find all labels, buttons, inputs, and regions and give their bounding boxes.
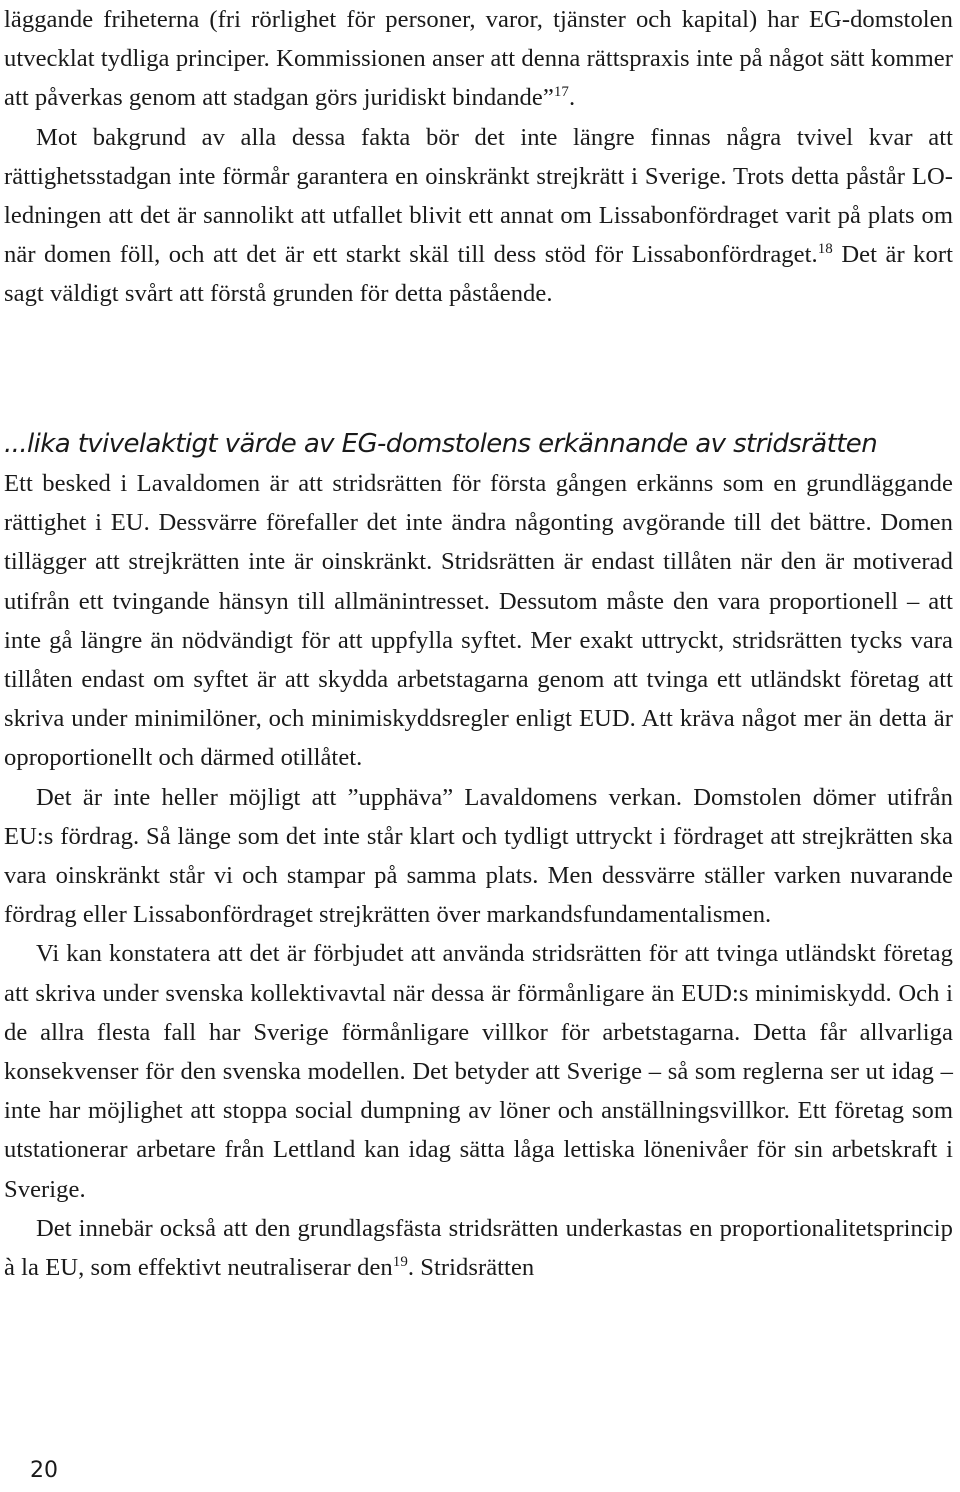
paragraph: Det är inte heller möjligt att ”upphäva” Lavaldomens verkan. Domstolen dömer utifrån EU:s fördrag. Så länge som det inte står klart och tydligt uttryckt i fördraget att strejkrätten ska vara oinskränkt står vi och stampar på samma plats. Men dessvärre ställer varken nuvarande fördrag eller Lissabonfördraget strejkrätten över markandsfundamentalismen. <box>4 783 953 929</box>
page-number: 20 <box>30 1458 58 1483</box>
footnote-ref: 18 <box>817 241 833 258</box>
footnote-ref: 19 <box>392 1254 408 1271</box>
body-text-bottom <box>4 464 953 1287</box>
footnote-ref: 17 <box>553 84 569 101</box>
paragraph: Mot bakgrund av alla dessa fakta bör det inte längre finnas några tvivel kvar att rättighetsstadgan inte förmår garantera en oinskränkt strejkrätt i Sverige. Trots detta påstår LO-ledningen att det är sannolikt att utfallet blivit ett annat om Lissabonfördraget varit på plats om när domen föll, och att det är ett starkt skäl till dess stöd för Lissabonfördraget.$^{18}$ Det är kort sagt väldigt svårt att förstå grunden för detta påstående. <box>4 123 954 308</box>
paragraph: Vi kan konstatera att det är förbjudet att använda stridsrätten för att tvinga utländskt företag att skriva under svenska kollektivavtal när dessa är förmånligare än EUD:s minimiskydd. Och i de allra flesta fall har Sverige förmånligare villkor för arbetstagarna. Detta får allvarliga konsekvenser för den svenska modellen. Det betyder att Sverige – så som reglerna ser ut idag – inte har möjlighet att stoppa social dumpning av löner och anställningsvillkor. Ett företag som utstationerar arbetare från Lettland kan idag sätta låga lettiska lönenivåer för sin arbetskraft i Sverige. <box>4 940 953 1203</box>
section-heading: ...lika tvivelaktigt värde av EG-domstolens erkännande av stridsrätten <box>4 429 878 459</box>
paragraph: Det innebär också att den grundlagsfästa stridsrätten underkastas en proportionalitetsprincip à la EU, som effektivt neutraliserar den$^{19}$. Stridsrätten <box>4 1214 953 1282</box>
paragraph: läggande friheterna (fri rörlighet för personer, varor, tjänster och kapital) har EG-domstolen utvecklat tydliga principer. Kommissionen anser att denna rättspraxis inte på något sätt kommer att påverkas genom att stadgan görs juridiskt bindande”$^{17}$. <box>4 6 953 112</box>
body-text-top <box>4 0 953 314</box>
paragraph: Ett besked i Lavaldomen är att stridsrätten för första gången erkänns som en grundläggande rättighet i EU. Dessvärre förefaller det inte ändra någonting avgörande till det bättre. Domen tillägger att strejkrätten inte är oinskränkt. Stridsrätten är endast tillåten när den är motiverad utifrån ett tvingande hänsyn till allmänintresset. Dessutom måste den vara proportionell – att inte gå längre än nödvändigt för att uppfylla syftet. Mer exakt uttryckt, stridsrätten tycks vara tillåten endast om syftet är att skydda arbetstagarna genom att tvinga ett utländskt företag att skriva under minimilöner, och minimiskyddsregler enligt EUD. Att kräva något mer än detta är oproportionellt och därmed otillåtet. <box>4 470 953 772</box>
